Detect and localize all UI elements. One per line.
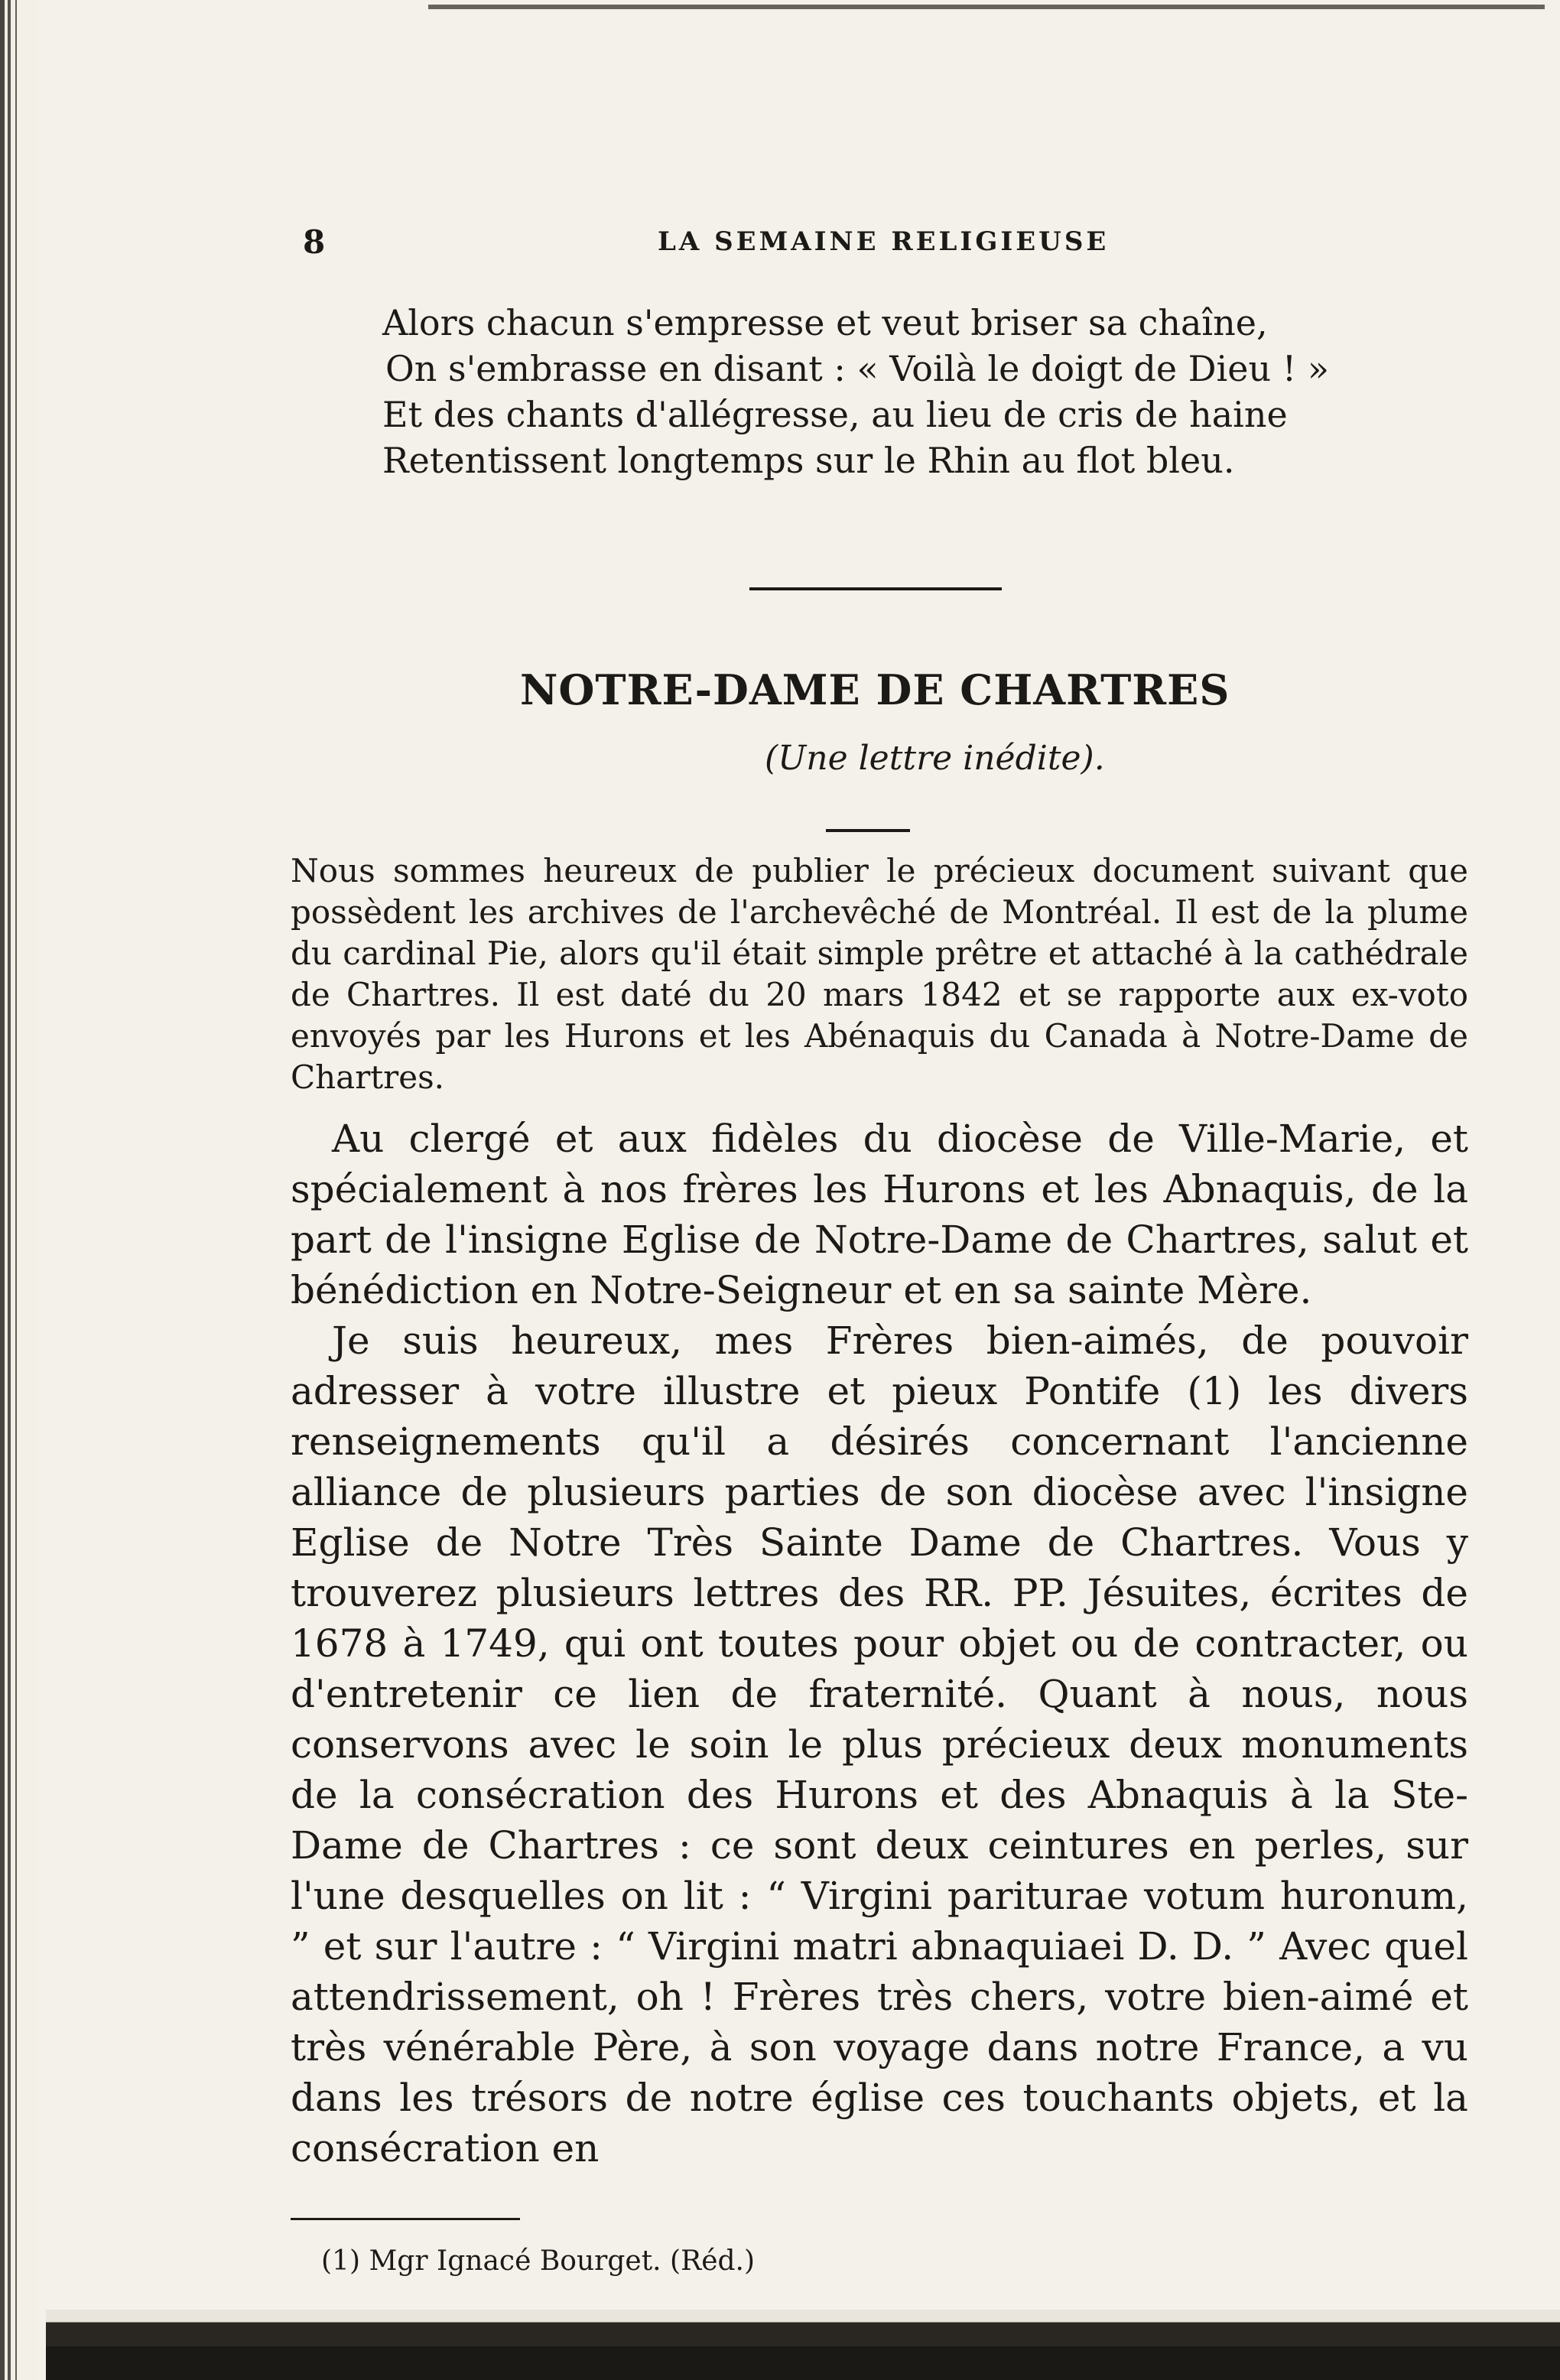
letter-paragraph: Je suis heureux, mes Frères bien-aimés, de pouvoir adresser à votre illustre et pieux Pontife (1) les divers renseignements qu'il a désirés concernant l'ancienne alliance de plusieurs parties de son diocèse avec l'insigne Eglise de Notre Très Sainte Dame de Chartres. Vous y trouverez plusieurs lettres des RR. PP. Jésuites, écrites de 1678 à 1749, qui ont toutes pour objet ou de contracter, ou d'entretenir ce lien de fraternité. Quant à nous, nous conservons avec le soin le plus précieux deux monuments de la consécration des Hurons et des Abnaquis à la Ste-Dame de Chartres : ce sont deux ceintures en perles, sur l'une desquelles on lit : “ Virgini pariturae votum huronum, ” et sur l'autre : “ Virgini matri abnaquiaei D. D. ” Avec quel attendrissement, oh ! Frères très chers, votre bien-aimé et très vénérable Père, à son voyage dans notre France, a vu dans les trésors de notre église ces touchants objets, et la consécration en: [291, 1318, 1468, 2170]
article-subtitle: (Une lettre inédite).: [765, 739, 1105, 778]
footnote: (1) Mgr Ignacé Bourget. (Réd.): [321, 2245, 756, 2277]
binding-edge-artifact: [0, 0, 37, 2380]
title-divider: [826, 829, 910, 832]
poem-line: Retentissent longtemps sur le Rhin au flot bleu.: [382, 440, 1235, 481]
letter-body: [291, 1114, 1468, 2174]
section-divider: [749, 587, 1002, 590]
poem-line: On s'embrasse en disant : « Voilà le doigt de Dieu ! »: [385, 348, 1329, 389]
poem-stanza: [382, 300, 1453, 483]
article-title: NOTRE-DAME DE CHARTRES: [520, 665, 1230, 714]
poem-line: Alors chacun s'empresse et veut briser sa chaîne,: [382, 302, 1268, 343]
footnote-rule: [291, 2218, 520, 2220]
running-title: LA SEMAINE RELIGIEUSE: [658, 226, 1110, 257]
editorial-introduction: Nous sommes heureux de publier le précieux document suivant que possèdent les archives de l'archevêché de Montréal. Il est de la plume du cardinal Pie, alors qu'il était simple prêtre et attaché à la cathédrale de Chartres. Il est daté du 20 mars 1842 et se rapporte aux ex-voto envoyés par les Hurons et les Abénaquis du Canada à Notre-Dame de Chartres.: [291, 852, 1468, 1096]
letter-paragraph: Au clergé et aux fidèles du diocèse de Ville-Marie, et spécialement à nos frères les Hurons et les Abnaquis, de la part de l'insigne Eglise de Notre-Dame de Chartres, salut et bénédiction en Notre-Seigneur et en sa sainte Mère.: [291, 1117, 1468, 1312]
scan-bottom-artifact: [46, 2310, 1560, 2380]
scan-top-artifact: [428, 5, 1545, 9]
poem-line: Et des chants d'allégresse, au lieu de cris de haine: [382, 394, 1288, 435]
page-number: 8: [303, 223, 326, 261]
